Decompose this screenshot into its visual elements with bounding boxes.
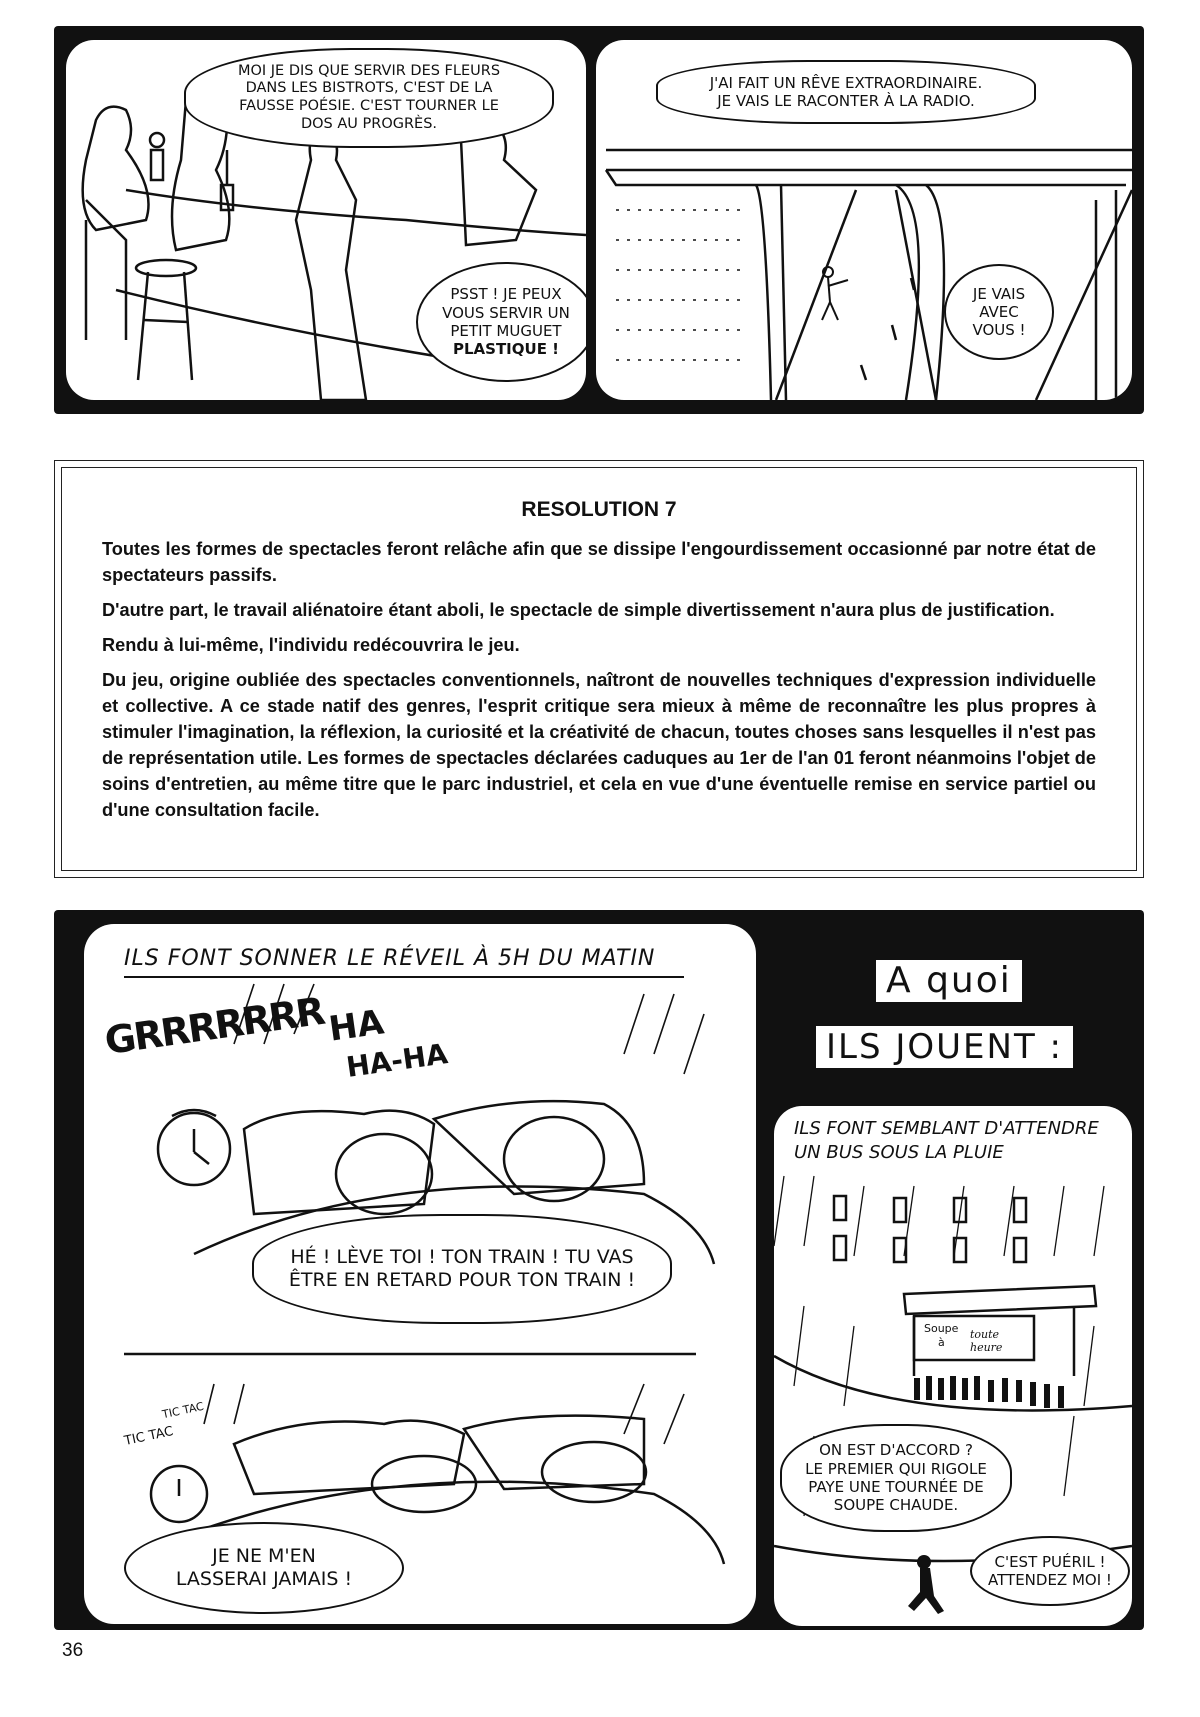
speech-bubble-wake-up: HÉ ! LÈVE TOI ! TON TRAIN ! TU VAS ÊTRE EN RETARD POUR TON TRAIN ! xyxy=(252,1214,672,1324)
sfx-laugh-1: HA xyxy=(326,1002,387,1050)
title-ils-jouent: ILS JOUENT : xyxy=(816,1026,1073,1068)
resolution-body xyxy=(102,536,1096,832)
soup-sign-line-3: toute heure xyxy=(970,1328,1003,1354)
speech-bubble-dreamer: J'AI FAIT UN RÊVE EXTRAORDINAIRE. JE VAIS LE RACONTER À LA RADIO. xyxy=(656,60,1036,124)
panel-bistro xyxy=(66,40,586,400)
caption-bus-line-1: ILS FONT SEMBLANT D'ATTENDRE xyxy=(794,1118,1099,1139)
speech-bubble-man: MOI JE DIS QUE SERVIR DES FLEURS DANS LES BISTROTS, C'EST DE LA FAUSSE POÉSIE. C'EST TOURNER LE DOS AU PROGRÈS. xyxy=(184,48,554,148)
soup-sign-line-2: à xyxy=(938,1336,945,1349)
sfx-alarm-ring: GRRRRRRR xyxy=(102,988,327,1064)
speech-bubble-runner: C'EST PUÉRIL ! ATTENDEZ MOI ! xyxy=(970,1536,1130,1606)
bottom-comic-strip xyxy=(54,910,1144,1630)
resolution-paragraph: Du jeu, origine oubliée des spectacles conventionnels, naîtront de nouvelles techniques d'expression individuelle et collective. A ce stade natif des genres, l'esprit critique sera mieux à même de reconnaître les plus propres à stimuler l'imagination, la réflexion, la curiosité et la créativité de chacun, toutes choses sans lesquelles il n'est pas de représentation utile. Les formes de spectacles déclarées caduques au 1er de l'an 01 feront néanmoins l'objet de soins d'entretien, au même titre que le parc industriel, et cela en vue d'une éventuelle remise en service partiel ou d'une consultation facile. xyxy=(102,670,1096,820)
speech-bubble-companion: JE VAIS AVEC VOUS ! xyxy=(944,264,1054,360)
resolution-paragraph: Toutes les formes de spectacles feront relâche afin que se dissipe l'engourdissement occasionné par notre état de spectateurs passifs. xyxy=(102,539,1096,585)
sfx-laugh-2: HA-HA xyxy=(344,1037,450,1084)
speech-bubble-never-tired: JE NE M'EN LASSERAI JAMAIS ! xyxy=(124,1522,404,1614)
caption-reveil: ILS FONT SONNER LE RÉVEIL À 5H DU MATIN xyxy=(124,946,656,971)
top-comic-strip xyxy=(54,26,1144,414)
resolution-title: RESOLUTION 7 xyxy=(521,498,677,521)
panel-bus-stop xyxy=(774,1106,1132,1626)
speech-bubble-waiter: PSST ! JE PEUX VOUS SERVIR UN PETIT MUGUET PLASTIQUE ! xyxy=(416,262,586,382)
sfx-tic-tac-2: TIC TAC xyxy=(122,1424,175,1449)
resolution-paragraph: D'autre part, le travail aliénatoire étant aboli, le spectacle de simple divertissement n'aura plus de justification. xyxy=(102,600,1055,620)
speech-bubble-group-deal: ON EST D'ACCORD ? LE PREMIER QUI RIGOLE PAYE UNE TOURNÉE DE SOUPE CHAUDE. xyxy=(780,1424,1012,1532)
soup-sign-line-1: Soupe xyxy=(924,1322,959,1335)
resolution-paragraph: Rendu à lui-même, l'individu redécouvrira le jeu. xyxy=(102,635,520,655)
panel-highway xyxy=(596,40,1132,400)
page-number: 36 xyxy=(62,1640,84,1661)
resolution-box xyxy=(54,460,1144,878)
sfx-tic-tac-1: TIC TAC xyxy=(161,1399,205,1422)
title-a-quoi: A quoi xyxy=(876,960,1022,1002)
resolution-inner-frame xyxy=(61,467,1137,871)
panel-bed xyxy=(84,924,756,1624)
caption-bus-line-2: UN BUS SOUS LA PLUIE xyxy=(794,1142,1004,1163)
